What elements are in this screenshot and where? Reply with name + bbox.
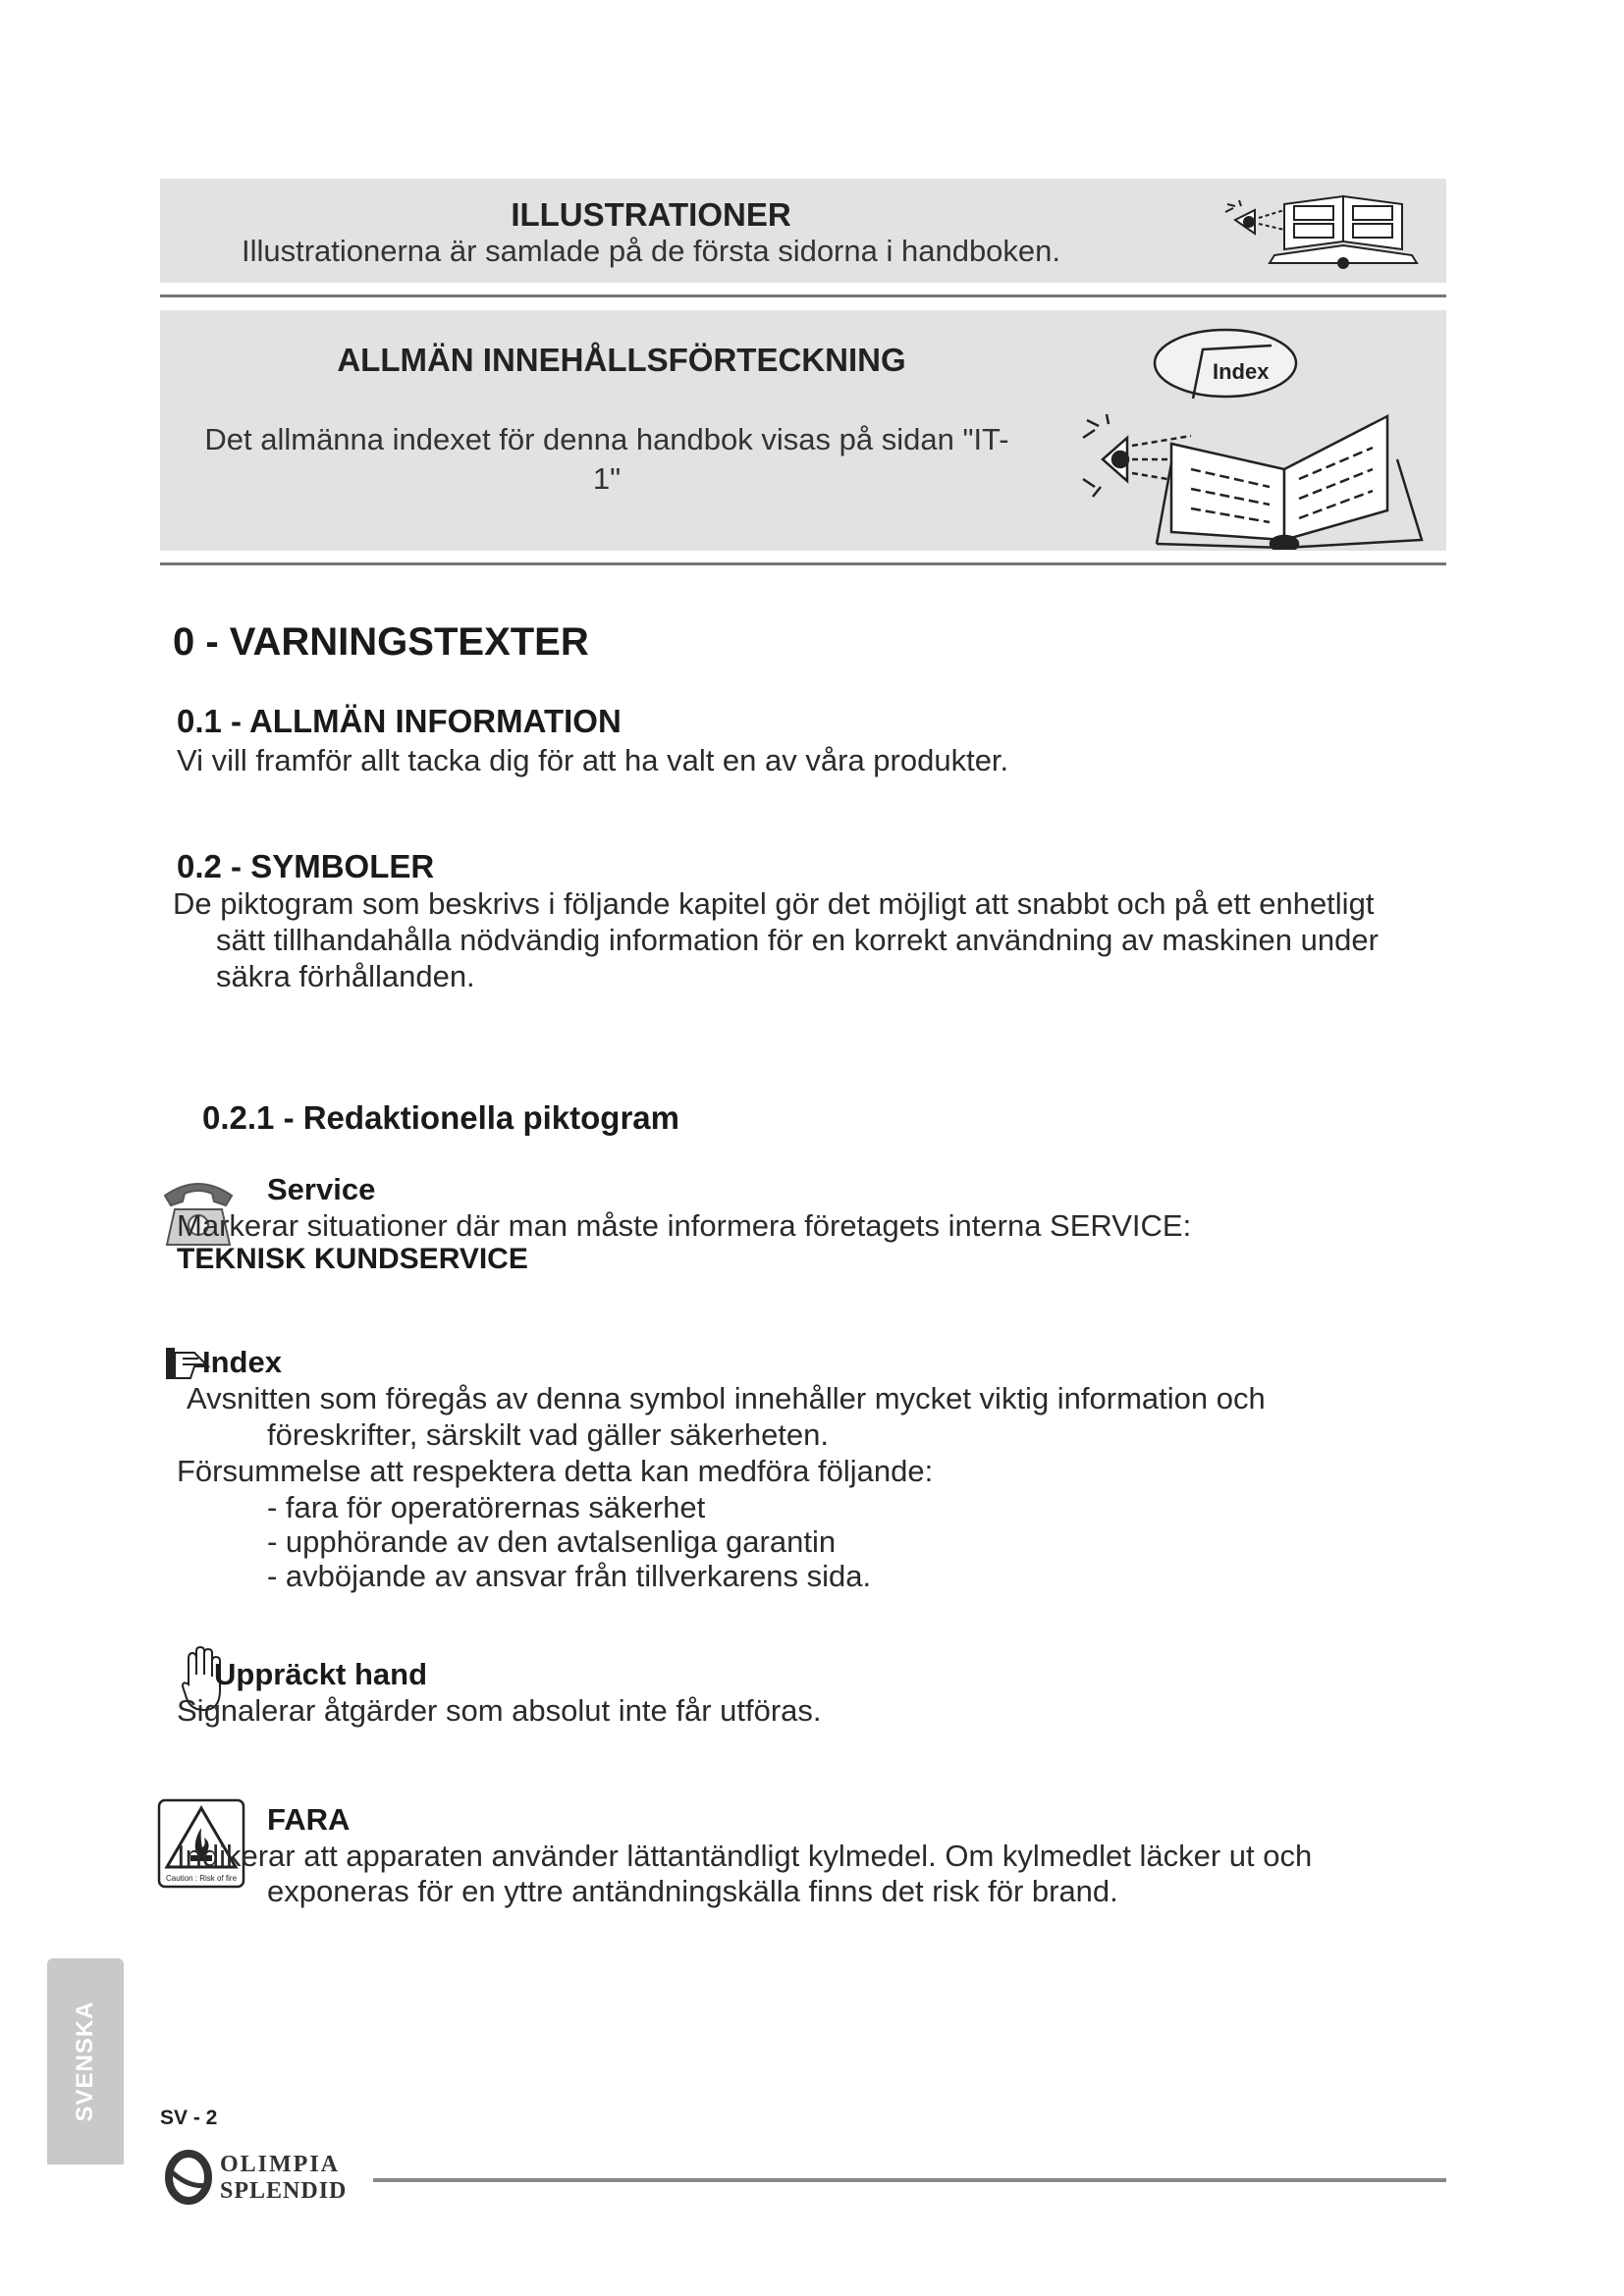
fara-line2: exponeras för en yttre antändningskälla finns det risk för brand. [267,1874,1118,1908]
section-021-heading: 0.2.1 - Redaktionella piktogram [202,1099,679,1136]
service-title: Service [267,1172,376,1206]
hand-text: Signalerar åtgärder som absolut inte får utföras. [177,1693,822,1728]
index-title: Index [202,1345,282,1379]
section-0-heading: 0 - VARNINGSTEXTER [173,620,589,664]
book-eye-icon [1216,190,1441,271]
index-bullet-1: - fara för operatörernas säkerhet [267,1490,706,1524]
service-line2: TEKNISK KUNDSERVICE [177,1243,528,1275]
page-number: SV - 2 [160,2107,218,2129]
index-book-icon [985,322,1446,550]
index-line1: Avsnitten som föregås av denna symbol innehåller mycket viktig information och [187,1381,1266,1415]
section-02-line1: De piktogram som beskrivs i följande kapitel gör det möjligt att snabbt och på ett enhetligt [173,886,1375,921]
language-tab-label: SVENSKA [72,2001,98,2122]
fara-title: FARA [267,1802,351,1837]
index-bullet-3: - avböjande av ansvar från tillverkarens sida. [267,1559,872,1593]
index-bullet-2: - upphörande av den avtalsenliga garantin [267,1524,837,1559]
contents-text: Det allmänna indexet för denna handbok visas på sidan "IT- 1" [204,422,1009,496]
index-label: Index [1213,359,1270,384]
divider-bottom [160,562,1446,565]
section-02-heading: 0.2 - SYMBOLER [177,848,435,884]
section-02-line2: sätt tillhandahålla nödvändig information för en korrekt användning av maskinen under [216,923,1379,957]
hand-title: Uppräckt hand [214,1657,428,1691]
fire-icon-caption: Caution : Risk of fire [165,1874,238,1883]
footer-rule [373,2178,1446,2182]
index-line3: Försummelse att respektera detta kan medföra följande: [177,1454,934,1488]
illustrations-box [160,179,1446,283]
logo-text-top: OLIMPIA [220,2152,340,2177]
divider-top [160,294,1446,297]
section-02-line3: säkra förhållanden. [216,959,475,993]
service-line1: Markerar situationer där man måste informera företagets interna SERVICE: [177,1208,1192,1243]
index-line2: föreskrifter, särskilt vad gäller säkerheten. [267,1417,830,1452]
language-tab [47,1958,124,2164]
illustrations-text: Illustrationerna är samlade på de första sidorna i handboken. [241,234,1061,268]
olimpia-logo-icon [161,2150,216,2205]
fara-line1: Indikerar att apparaten använder lättantändligt kylmedel. Om kylmedlet läcker ut och [177,1839,1313,1873]
logo-text-bottom: SPLENDID [220,2178,348,2204]
contents-title: ALLMÄN INNEHÅLLSFÖRTECKNING [337,342,906,378]
contents-box [160,310,1446,551]
section-01-text: Vi vill framför allt tacka dig för att ha valt en av våra produkter. [177,743,1009,777]
section-01-heading: 0.1 - ALLMÄN INFORMATION [177,703,622,739]
illustrations-title: ILLUSTRATIONER [511,196,791,233]
